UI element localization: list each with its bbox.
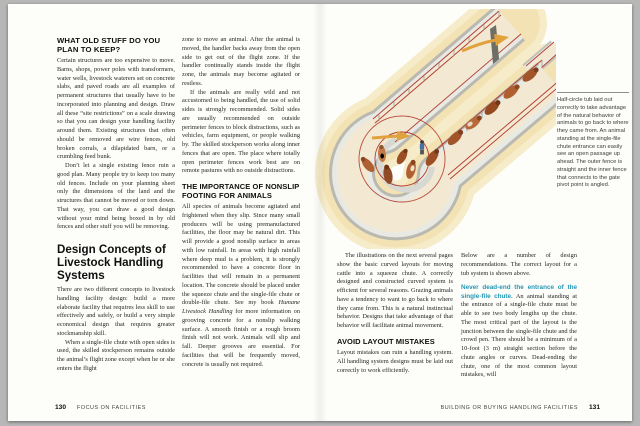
paragraph: If the animals are really wild and not accustomed to being handled, the use of solid sides is strongly recommended. Solid sides are usually recommended on outside perimeter fences to block distractions, such as vehicles, farm equipment, or people walking by. The skilled stockperson works along inner fences that are open. The place where totally open perimeter fences work best are on remote pastures with no outside distractions. [182,88,300,175]
paragraph: Don’t let a single existing fence ruin a good plan. Many people try to keep too many old fences. Include on your planning sheet only the dimensions of the land and the structures that cannot be moved or torn down. That way, you can draw a good design without your mind being boxed in by old fences and other stuff you will be removing. [57,162,175,231]
paragraph: Below are a number of design recommendations. The correct layout for a tub system is shown above. [461,252,577,277]
book-spine-crease [313,4,327,421]
design-rule-lead-in: Never dead-end the entrance of the single-file chute. [461,283,577,300]
left-column-1 [57,36,175,374]
handler-figure [420,140,424,154]
paragraph: The illustrations on the next several pages show the basic curved layouts for moving cattle into a squeeze chute. A correctly designed and constructed curved system is efficient for several reasons. Grazing animals have a tendency to want to go back to where they came from. This is a natural instinctual behavior. Designs that take advantage of that behavior will facilitate animal movement. [337,252,453,329]
chapter-section-heading: Design Concepts of Livestock Handling Systems [57,243,166,283]
paragraph: Layout mistakes can ruin a handling system. All handling system designs must be laid out correctly to work efficiently. [337,349,453,374]
paragraph-text: An animal standing at the entrance of a single-file chute must be able to see two body lengths up the chute. The most critical part of the layout is the junction between the single-file chute and the crowd pen. There should be a minimum of a 10-foot (3 m) straight section before the chute angles or curves. Dead-ending the chute, one of the most common layout mistakes, will [461,292,577,379]
book-title-reference: Humane Livestock Handling [182,299,300,316]
right-column-1 [337,252,453,375]
left-column-2 [182,36,300,369]
paragraph [182,203,300,369]
subsection-heading: THE IMPORTANCE OF NONSLIP FOOTING FOR ANIMALS [182,182,300,200]
figure-caption: Half-circle tub laid out correctly to take advantage of the natural behavior of animals to go back to where they came from. An animal standing at the single-file chute entrance can easily see an open passage up ahead. The outer fence is straight and the inner fence that connects to the gate pivot point is angled. [557,92,629,190]
paragraph: There are two different concepts to livestock handling facility design: build a more elaborate facility that requires less skill to use effectively and safely, or build a very simple economical design that requires greater stockmanship skill. [57,286,175,337]
paragraph [461,284,577,380]
paragraph-text: All species of animals become agitated and frightened when they slip. Since many small producers will be using premanufactured facilities, the floor may be natural dirt. This will provide a good nonslip surface in areas with low rainfall. In areas with high rainfall where deep mud is a problem, it is strongly recommended to have a concrete floor in facilities that will remain in a permanent location. The concrete should be placed under the squeeze chute and the single-file chute or double-file chute. See my book [182,203,300,307]
paragraph: zone to move an animal. After the animal is moved, the handler backs away from the open side to get out of the flight zone. If the handler continually stands inside the flight zone, the animals may become agitated or restless. [182,36,300,87]
paragraph-text: for more information on grooving concrete for a nonslip walking surface. A smooth finish or a rough broom finish will not work. Animals will slip and fall. Deeper grooves are essential. For facilities that will be frequently moved, concrete is usually not required. [182,308,300,368]
right-column-2 [461,252,577,380]
book-spread [8,4,632,421]
paragraph: Certain structures are too expensive to move. Barns, shops, power poles with transformers, water wells, livestock waterers set on concrete slabs, and paved roads are all examples of permanent structures that usually have to be incorporated into planning and design. Draw all these “site restrictions” on a scale drawing so that you can design your handling facility around them. Existing structures that often should be removed are wire fences, old broken corrals, a dilapidated barn, or a crumbling feed bunk. [57,57,175,161]
paragraph: When a single-file chute with open sides is used, the skilled stockperson remains outside the animal’s flight zone except when he or she enters the flight [57,338,175,372]
section-heading: WHAT OLD STUFF DO YOU PLAN TO KEEP? [57,36,161,55]
right-running-footer [441,404,600,411]
running-head: BUILDING OR BUYING HANDLING FACILITIES [440,405,578,411]
page-number: 130 [55,404,67,411]
left-running-footer [55,404,146,411]
subsection-heading: AVOID LAYOUT MISTAKES [337,336,435,346]
curved-chute-illustration [314,9,556,249]
page-number: 131 [588,404,600,411]
running-head: FOCUS ON FACILITIES [77,405,146,411]
